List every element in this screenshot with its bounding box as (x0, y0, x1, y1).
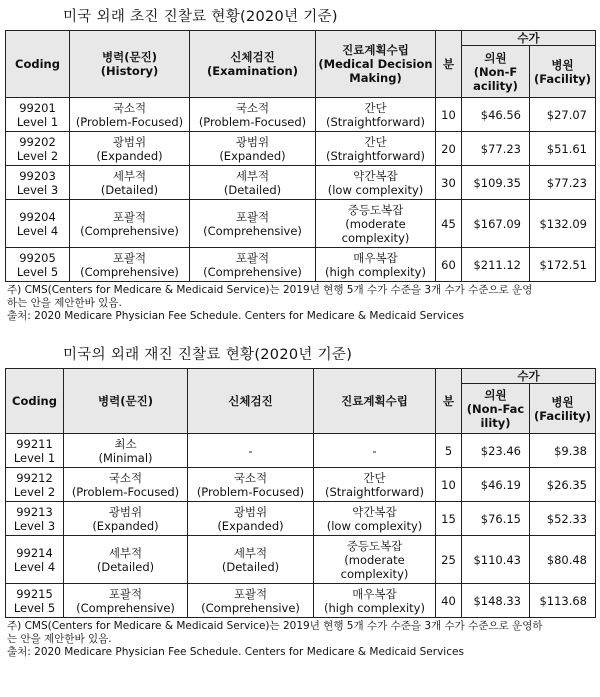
header-nonfacility: 의원 (Non-F acility) (462, 46, 530, 98)
note-line: 주) CMS(Centers for Medicare & Medicaid Service)는 2019년 현행 5개 수가 수준을 3개 수가 수준으로 운영 (7, 284, 533, 296)
nonfacility-fee-cell: $148.33 (462, 584, 530, 618)
table-row (6, 98, 596, 132)
history-cell: 세부적 (Detailed) (70, 166, 190, 200)
mdm-cell: 중등도복잡 (moderate complexity) (316, 200, 436, 248)
mdm-cell: 매우복잡 (high complexity) (314, 584, 436, 618)
minutes-cell: 30 (436, 166, 462, 200)
initial-visit-fee-table (5, 30, 596, 282)
nonfacility-fee-cell: $211.12 (462, 248, 530, 282)
header-coding: Coding (6, 369, 64, 434)
note-line: 하는 안을 제안한바 있음. (7, 297, 122, 309)
code-cell: 99201 Level 1 (6, 98, 70, 132)
facility-fee-cell: $80.48 (530, 536, 596, 584)
mdm-cell: 간단 (Straightforward) (316, 98, 436, 132)
history-cell: 포괄적 (Comprehensive) (70, 248, 190, 282)
exam-cell: 포괄적 (Comprehensive) (190, 248, 316, 282)
header-facility: 병원 (Facility) (530, 46, 596, 98)
header-mdm: 진료계획수립 (Medical Decision Making) (316, 31, 436, 98)
table-row (6, 434, 596, 468)
code-cell: 99205 Level 5 (6, 248, 70, 282)
code-cell: 99214 Level 4 (6, 536, 64, 584)
table-row (6, 536, 596, 584)
minutes-cell: 15 (436, 502, 462, 536)
exam-cell: 국소적 (Problem-Focused) (188, 468, 314, 502)
note-line: 는 안을 제안한바 있음. (7, 633, 112, 645)
exam-cell: 세부적 (Detailed) (190, 166, 316, 200)
header-fee-group: 수가 (462, 369, 596, 384)
header-history: 병력(문진) (History) (70, 31, 190, 98)
code-cell: 99211 Level 1 (6, 434, 64, 468)
header-minutes: 분 (436, 31, 462, 98)
code-cell: 99202 Level 2 (6, 132, 70, 166)
table-row (6, 132, 596, 166)
minutes-cell: 25 (436, 536, 462, 584)
facility-fee-cell: $132.09 (530, 200, 596, 248)
code-cell: 99215 Level 5 (6, 584, 64, 618)
mdm-cell: - (314, 434, 436, 468)
table-notes (5, 620, 595, 659)
facility-fee-cell: $113.68 (530, 584, 596, 618)
minutes-cell: 40 (436, 584, 462, 618)
table-row (6, 468, 596, 502)
history-cell: 국소적 (Problem-Focused) (64, 468, 188, 502)
nonfacility-fee-cell: $109.35 (462, 166, 530, 200)
history-cell: 세부적 (Detailed) (64, 536, 188, 584)
code-cell: 99204 Level 4 (6, 200, 70, 248)
minutes-cell: 10 (436, 98, 462, 132)
table-row (6, 584, 596, 618)
nonfacility-fee-cell: $46.56 (462, 98, 530, 132)
facility-fee-cell: $52.33 (530, 502, 596, 536)
code-cell: 99213 Level 3 (6, 502, 64, 536)
header-exam: 신체검진 (188, 369, 314, 434)
exam-cell: 광범위 (Expanded) (190, 132, 316, 166)
exam-cell: 광범위 (Expanded) (188, 502, 314, 536)
source-line: 출처: 2020 Medicare Physician Fee Schedule. Centers for Medicare & Medicaid Services (7, 646, 464, 658)
follow-up-visit-fee-table (5, 368, 596, 618)
nonfacility-fee-cell: $77.23 (462, 132, 530, 166)
header-exam: 신체검진 (Examination) (190, 31, 316, 98)
header-fee-group: 수가 (462, 31, 596, 46)
mdm-cell: 간단 (Straightforward) (314, 468, 436, 502)
table-row (6, 166, 596, 200)
initial-visit-section (5, 4, 595, 323)
nonfacility-fee-cell: $76.15 (462, 502, 530, 536)
facility-fee-cell: $172.51 (530, 248, 596, 282)
code-cell: 99212 Level 2 (6, 468, 64, 502)
facility-fee-cell: $26.35 (530, 468, 596, 502)
mdm-cell: 매우복잡 (high complexity) (316, 248, 436, 282)
exam-cell: 세부적 (Detailed) (188, 536, 314, 584)
facility-fee-cell: $77.23 (530, 166, 596, 200)
facility-fee-cell: $9.38 (530, 434, 596, 468)
nonfacility-fee-cell: $110.43 (462, 536, 530, 584)
header-nonfacility: 의원 (Non-Fac ility) (462, 384, 530, 434)
table-row (6, 200, 596, 248)
header-facility: 병원 (Facility) (530, 384, 596, 434)
note-line: 주) CMS(Centers for Medicare & Medicaid Service)는 2019년 현행 5개 수가 수준을 3개 수가 수준으로 운영하 (7, 620, 543, 632)
header-mdm: 진료계획수립 (314, 369, 436, 434)
mdm-cell: 약간복잡 (low complexity) (314, 502, 436, 536)
facility-fee-cell: $51.61 (530, 132, 596, 166)
history-cell: 국소적 (Problem-Focused) (70, 98, 190, 132)
facility-fee-cell: $27.07 (530, 98, 596, 132)
minutes-cell: 45 (436, 200, 462, 248)
table-title: 미국 외래 초진 진찰료 현황(2020년 기준) (63, 9, 338, 25)
history-cell: 최소 (Minimal) (64, 434, 188, 468)
table-row (6, 248, 596, 282)
minutes-cell: 60 (436, 248, 462, 282)
table-title: 미국의 외래 재진 진찰료 현황(2020년 기준) (63, 347, 353, 363)
nonfacility-fee-cell: $23.46 (462, 434, 530, 468)
minutes-cell: 10 (436, 468, 462, 502)
exam-cell: - (188, 434, 314, 468)
mdm-cell: 약간복잡 (low complexity) (316, 166, 436, 200)
mdm-cell: 간단 (Straightforward) (316, 132, 436, 166)
minutes-cell: 5 (436, 434, 462, 468)
history-cell: 포괄적 (Comprehensive) (64, 584, 188, 618)
source-line: 출처: 2020 Medicare Physician Fee Schedule. Centers for Medicare & Medicaid Services (7, 310, 464, 322)
exam-cell: 포괄적 (Comprehensive) (188, 584, 314, 618)
nonfacility-fee-cell: $46.19 (462, 468, 530, 502)
history-cell: 광범위 (Expanded) (64, 502, 188, 536)
header-minutes: 분 (436, 369, 462, 434)
minutes-cell: 20 (436, 132, 462, 166)
history-cell: 광범위 (Expanded) (70, 132, 190, 166)
follow-up-visit-section (5, 342, 595, 659)
nonfacility-fee-cell: $167.09 (462, 200, 530, 248)
header-coding: Coding (6, 31, 70, 98)
exam-cell: 국소적 (Problem-Focused) (190, 98, 316, 132)
table-row (6, 502, 596, 536)
table-notes (5, 284, 595, 323)
mdm-cell: 중등도복잡 (moderate complexity) (314, 536, 436, 584)
header-history: 병력(문진) (64, 369, 188, 434)
code-cell: 99203 Level 3 (6, 166, 70, 200)
exam-cell: 포괄적 (Comprehensive) (190, 200, 316, 248)
history-cell: 포괄적 (Comprehensive) (70, 200, 190, 248)
